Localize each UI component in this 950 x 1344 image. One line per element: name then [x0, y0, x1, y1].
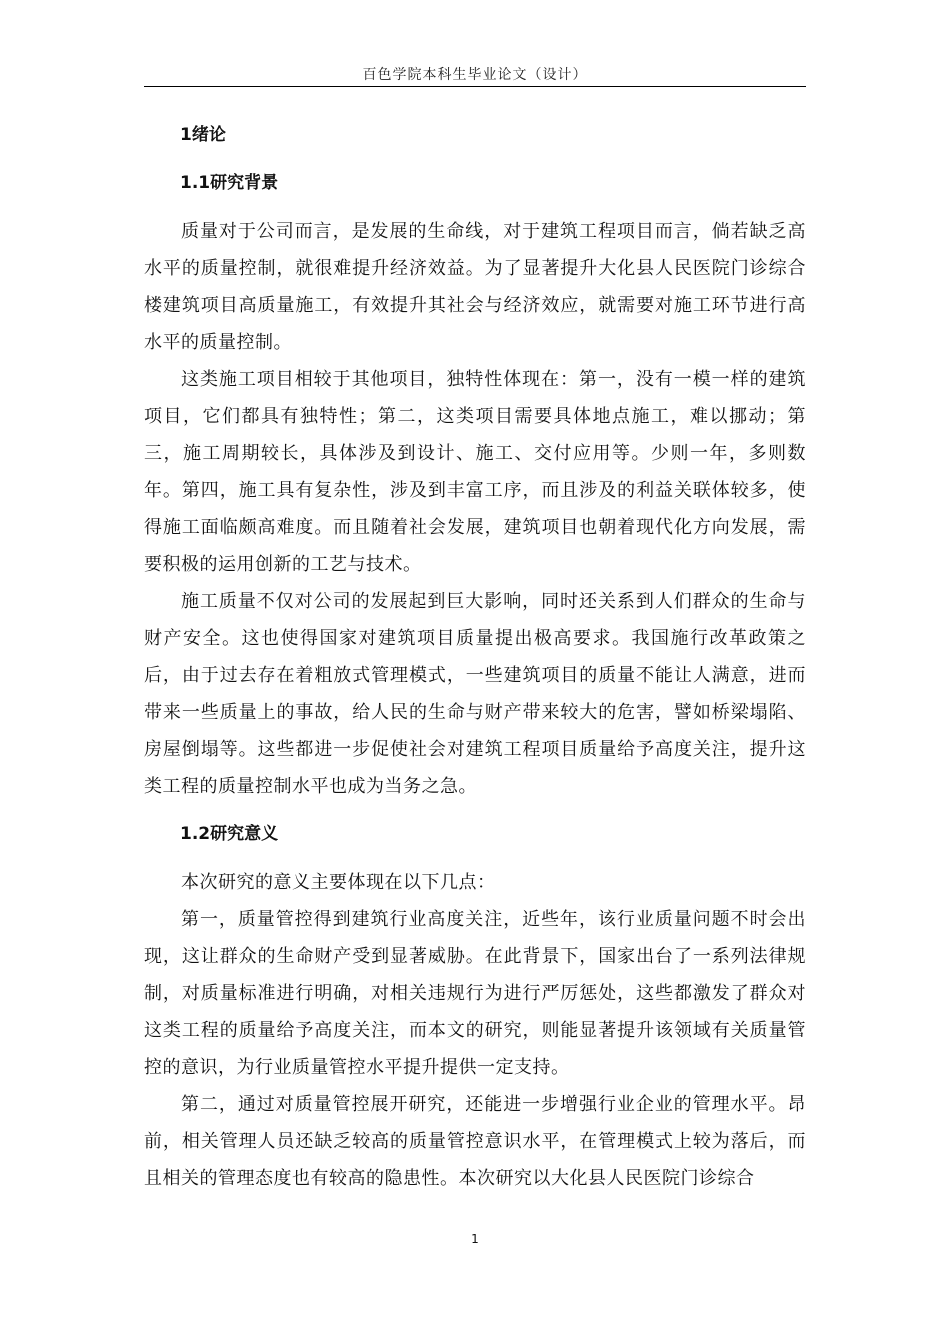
paragraph: 这类施工项目相较于其他项目，独特性体现在：第一，没有一模一样的建筑项目，它们都具有独特性；第二，这类项目需要具体地点施工，难以挪动；第三，施工周期较长，具体涉及到设计、施工、交付应用等。少则一年，多则数年。第四，施工具有复杂性，涉及到丰富工序，而且涉及的利益关联体较多，使得施工面临颇高难度。而且随着社会发展，建筑项目也朝着现代化方向发展，需要积极的运用创新的工艺与技术。: [144, 369, 806, 575]
chapter-heading: 1绪论: [180, 125, 226, 145]
paragraph: 第一，质量管控得到建筑行业高度关注，近些年，该行业质量问题不时会出现，这让群众的生命财产受到显著威胁。在此背景下，国家出台了一系列法律规制，对质量标准进行明确，对相关违规行为进行严厉惩处，这些都激发了群众对这类工程的质量给予高度关注，而本文的研究，则能显著提升该领域有关质量管控的意识，为行业质量管控水平提升提供一定支持。: [144, 909, 806, 1078]
paragraph: 第二，通过对质量管控展开研究，还能进一步增强行业企业的管理水平。昂前，相关管理人员还缺乏较高的质量管控意识水平，在管理模式上较为落后，而且相关的管理态度也有较高的隐患性。本次研究以大化县人民医院门诊综合: [144, 1094, 806, 1189]
section-heading-background: 1.1研究背景: [180, 173, 279, 193]
paragraph: 质量对于公司而言，是发展的生命线，对于建筑工程项目而言，倘若缺乏高水平的质量控制，就很难提升经济效益。为了显著提升大化县人民医院门诊综合楼建筑项目高质量施工，有效提升其社会与经济效应，就需要对施工环节进行高水平的质量控制。: [144, 221, 806, 353]
header-rule: [144, 86, 806, 87]
running-header: 百色学院本科生毕业论文（设计）: [362, 67, 588, 83]
section-heading-significance: 1.2研究意义: [180, 824, 279, 844]
document-body: [144, 112, 806, 1197]
page-number: 1: [471, 1232, 479, 1246]
paragraph: 本次研究的意义主要体现在以下几点：: [181, 872, 496, 893]
paragraph: 施工质量不仅对公司的发展起到巨大影响，同时还关系到人们群众的生命与财产安全。这也使得国家对建筑项目质量提出极高要求。我国施行改革政策之后，由于过去存在着粗放式管理模式，一些建筑项目的质量不能让人满意，进而带来一些质量上的事故，给人民的生命与财产带来较大的危害，譬如桥梁塌陷、房屋倒塌等。这些都进一步促使社会对建筑工程项目质量给予高度关注，提升这类工程的质量控制水平也成为当务之急。: [144, 591, 806, 797]
